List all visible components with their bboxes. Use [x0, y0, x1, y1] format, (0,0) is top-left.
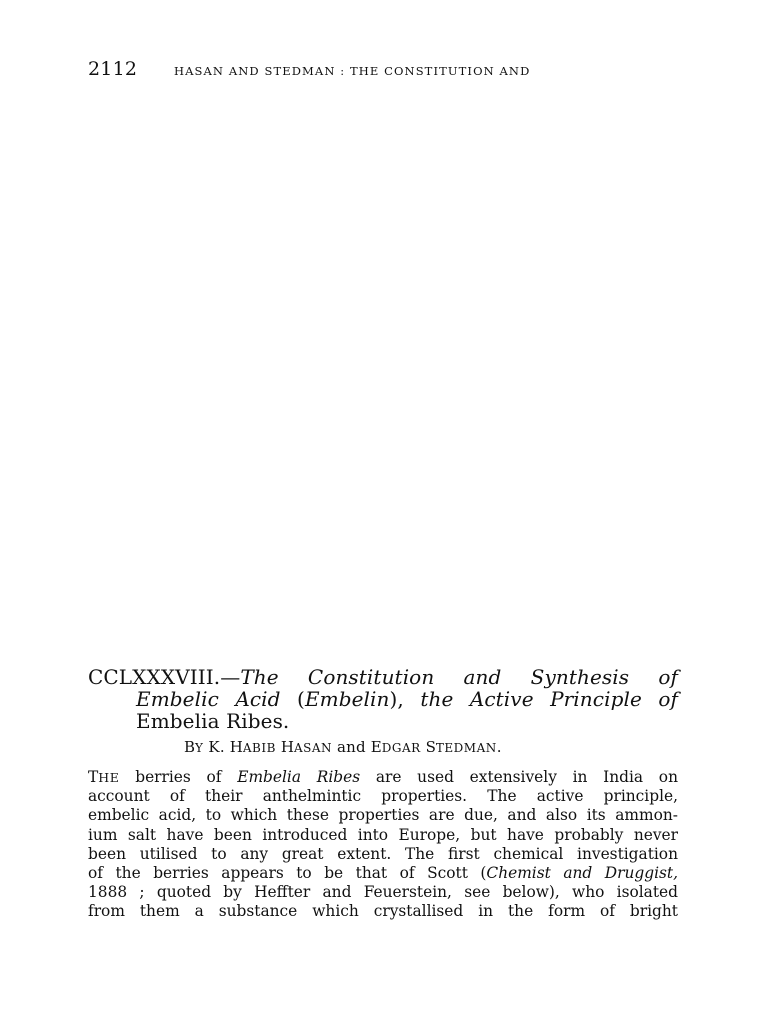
title-text-2c: the Active Principle of [420, 687, 678, 711]
author-2-last-cap: S [425, 738, 436, 756]
running-head [88, 58, 688, 82]
title-dash: — [220, 665, 241, 689]
opening-word [88, 770, 120, 785]
page-number: 2112 [88, 58, 138, 80]
opening-word-rest: HE [98, 770, 120, 785]
author-2-first-rest: DGAR [381, 741, 421, 755]
author-1-first-cap: H [229, 738, 243, 756]
title-line-1 [88, 666, 678, 688]
byline-by-cap: B [184, 738, 196, 756]
article-number: CCLXXXVIII. [88, 665, 221, 689]
author-1-last-cap: H [280, 738, 294, 756]
author-1-initial: K. [208, 738, 230, 756]
body-line-6 [88, 864, 678, 883]
title-line-3: Embelia Ribes. [136, 709, 290, 733]
body-line-1-a: berries of [119, 768, 238, 786]
author-2-last-rest: TEDMAN [435, 741, 497, 755]
body-line-1-b: are used extensively in India on [360, 768, 678, 786]
running-title: HASAN AND STEDMAN : THE CONSTITUTION AND [174, 64, 531, 78]
body-paragraph [88, 768, 678, 922]
body-line-5: been utilised to any great extent. The first chemical investigation [88, 844, 678, 863]
article [88, 666, 678, 922]
title-line-2 [88, 688, 678, 710]
body-line-8: from them a substance which crystallised in the form of bright [88, 902, 678, 921]
byline-period: . [496, 738, 502, 756]
title-text-2a: Embelic Acid [136, 687, 281, 711]
title-text-1: The Constitution and Synthesis of [240, 665, 678, 689]
byline-by-rest: Y [195, 741, 204, 755]
title-text-2b: Embelin [304, 687, 390, 711]
title-paren-close: ), [389, 687, 421, 711]
body-line-3: embelic acid, to which these properties are due, and also its ammon- [88, 806, 678, 825]
opening-word-cap: T [88, 768, 99, 786]
title-paren-open: ( [280, 687, 305, 711]
byline-and: and [332, 738, 371, 756]
body-line-1 [88, 768, 678, 787]
byline [184, 737, 678, 758]
author-1-first-rest: ABIB [242, 741, 276, 755]
body-line-6-a: of the berries appears to be that of Scott ( [88, 864, 487, 883]
article-title [88, 666, 678, 732]
body-line-4: ium salt have been introduced into Europe, but have probably never [88, 825, 678, 844]
author-1-last-rest: ASAN [293, 741, 333, 755]
body-line-2: account of their anthelmintic properties. The active principle, [88, 787, 678, 806]
body-line-7: 1888 ; quoted by Heffter and Feuerstein, see below), who isolated [88, 883, 678, 902]
species-name: Embelia Ribes [237, 768, 361, 786]
author-2-first-cap: E [370, 738, 382, 756]
journal-name: Chemist and Druggist, [486, 864, 678, 883]
